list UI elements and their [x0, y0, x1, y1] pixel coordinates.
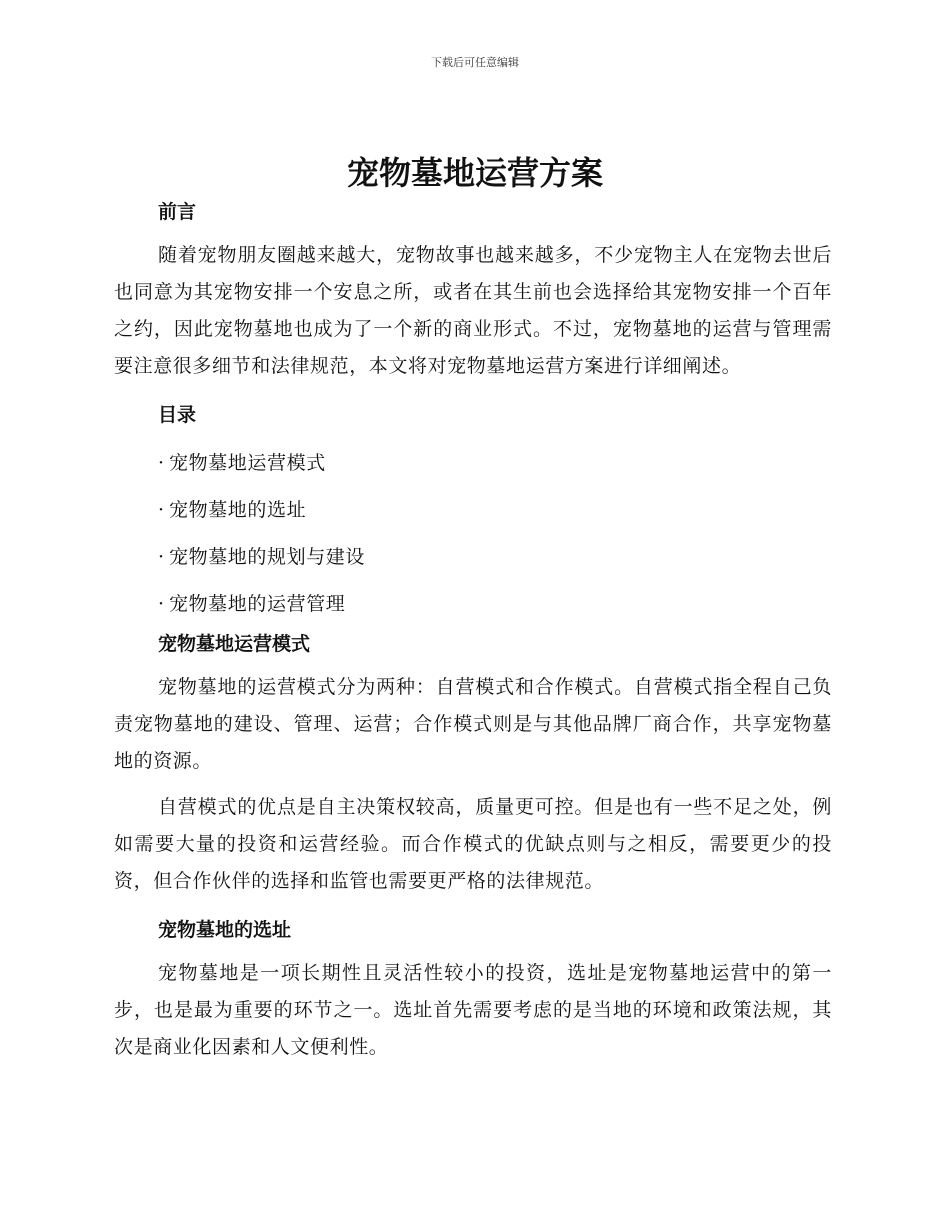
bullet-icon: ·: [158, 499, 165, 521]
section-heading-mode: 宠物墓地运营模式: [158, 633, 311, 655]
bullet-icon: ·: [158, 546, 165, 568]
toc-item-label: 宠物墓地的规划与建设: [169, 546, 366, 568]
toc-item-label: 宠物墓地的选址: [169, 499, 307, 521]
mode-paragraph-2: 自营模式的优点是自主决策权较高，质量更可控。但是也有一些不足之处，例如需要大量的投资和运营经验。而合作模式的优缺点则与之相反，需要更少的投资，但合作伙伴的选择和监管也需要更严格的法律规范。: [114, 796, 832, 892]
preface-paragraph: 随着宠物朋友圈越来越大，宠物故事也越来越多，不少宠物主人在宠物去世后也同意为其宠物安排一个安息之所，或者在其生前也会选择给其宠物安排一个百年之约，因此宠物墓地也成为了一个新的商业形式。不过，宠物墓地的运营与管理需要注意很多细节和法律规范，本文将对宠物墓地运营方案进行详细阐述。: [114, 244, 832, 377]
document-body: [114, 196, 832, 1066]
toc-item-label: 宠物墓地的运营管理: [169, 593, 346, 615]
toc-item-planning[interactable]: [114, 534, 832, 581]
document-title: 宠物墓地运营方案: [346, 154, 603, 192]
site-paragraph-1: 宠物墓地是一项长期性且灵活性较小的投资，选址是宠物墓地运营中的第一步，也是最为重要的环节之一。选址首先需要考虑的是当地的环境和政策法规，其次是商业化因素和人文便利性。: [114, 962, 832, 1058]
table-of-contents: [114, 440, 832, 628]
bullet-icon: ·: [158, 593, 165, 615]
bullet-icon: ·: [158, 452, 165, 474]
section-heading-toc: 目录: [158, 404, 197, 426]
toc-item-label: 宠物墓地运营模式: [169, 452, 326, 474]
section-heading-preface: 前言: [158, 201, 197, 223]
page-header-note: 下载后可任意编辑: [431, 56, 519, 69]
section-heading-site: 宠物墓地的选址: [158, 919, 292, 941]
toc-item-management[interactable]: [114, 581, 832, 628]
toc-item-mode[interactable]: [114, 440, 832, 487]
mode-paragraph-1: 宠物墓地的运营模式分为两种：自营模式和合作模式。自营模式指全程自己负责宠物墓地的建设、管理、运营；合作模式则是与其他品牌厂商合作，共享宠物墓地的资源。: [114, 676, 832, 772]
toc-item-site[interactable]: [114, 487, 832, 534]
